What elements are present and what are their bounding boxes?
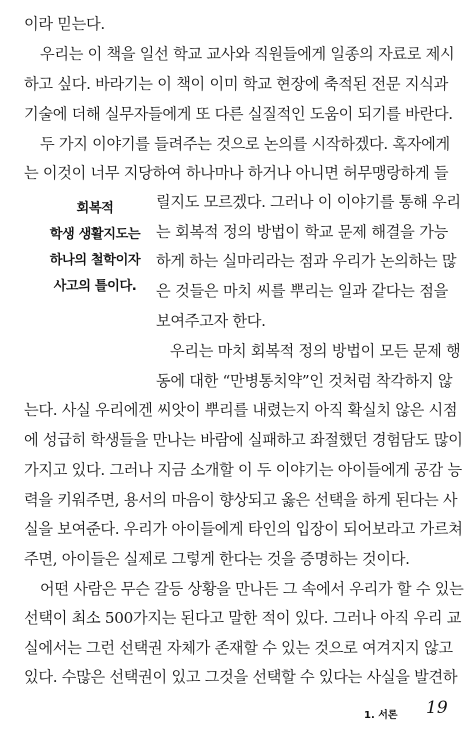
body-line: 은 것들은 마치 씨를 뿌리는 일과 같다는 점을 <box>156 282 448 300</box>
body-line: 가지고 있다. 그러나 지금 소개할 이 두 이야기는 아이들에게 공감 능 <box>24 461 462 479</box>
body-line: 보여주고자 한다. <box>156 312 266 330</box>
body-line: 하고 싶다. 바라기는 이 책이 이미 학교 현장에 축적된 전문 지식과 <box>24 75 448 93</box>
body-line: 동에 대한 “만병통치약”인 것처럼 착각하지 않 <box>156 372 453 390</box>
body-line: 에 성급히 학생들을 만나는 바람에 실패하고 좌절했던 경험담도 많이 <box>24 431 463 449</box>
body-line: 하게 하는 실마리라는 점과 우리가 논의하는 많 <box>156 252 457 270</box>
body-line: 두 가지 이야기를 들려주는 것으로 논의를 시작하겠다. 혹자에게 <box>40 135 450 153</box>
body-line: 는 회복적 정의 방법이 학교 문제 해결을 가능 <box>156 223 448 241</box>
body-line: 는다. 사실 우리에겐 씨앗이 뿌리를 내렸는지 아직 확실치 않은 시점 <box>24 401 458 419</box>
body-line: 이라 믿는다. <box>24 15 105 33</box>
body-line: 실에서는 그런 선택권 자체가 존재할 수 있는 것으로 여겨지지 않고 <box>24 639 453 657</box>
body-line: 는 이것이 너무 지당하여 하나마나 하거나 아니면 허무맹랑하게 들 <box>24 164 449 182</box>
pull-quote-line: 하나의 철학이자 <box>49 253 141 268</box>
body-line: 기술에 더해 실무자들에게 또 다른 실질적인 도움이 되기를 바란다. <box>24 105 453 123</box>
pull-quote-line: 회복적 <box>76 201 114 216</box>
body-line: 어떤 사람은 무슨 갈등 상황을 만나든 그 속에서 우리가 할 수 있는 <box>40 580 464 598</box>
body-line: 릴지도 모르겠다. 그러나 이 이야기를 통해 우리 <box>156 193 461 211</box>
body-line: 선택이 최소 500가지는 된다고 말한 적이 있다. 그러나 아직 우리 교 <box>24 609 462 627</box>
pull-quote-line: 사고의 틀이다. <box>53 279 137 294</box>
body-line: 실을 보여준다. 우리가 아이들에게 타인의 입장이 되어보라고 가르쳐 <box>24 520 463 538</box>
running-footer-section: 1. 서론 <box>364 710 398 721</box>
pull-quote <box>38 196 152 300</box>
body-line: 력을 키워주면, 용서의 마음이 향상되고 옳은 선택을 하게 된다는 사 <box>24 491 458 509</box>
body-line: 우리는 이 책을 일선 학교 교사와 직원들에게 일종의 자료로 제시 <box>40 45 455 63</box>
body-line: 주면, 아이들은 실제로 그렇게 한다는 것을 증명하는 것이다. <box>24 550 410 568</box>
pull-quote-line: 학생 생활지도는 <box>49 227 141 242</box>
body-line: 있다. 수많은 선택권이 있고 그것을 선택할 수 있다는 사실을 발견하 <box>24 668 458 686</box>
page-number: 19 <box>426 698 448 718</box>
body-line: 우리는 마치 회복적 정의 방법이 모든 문제 행 <box>170 342 461 360</box>
